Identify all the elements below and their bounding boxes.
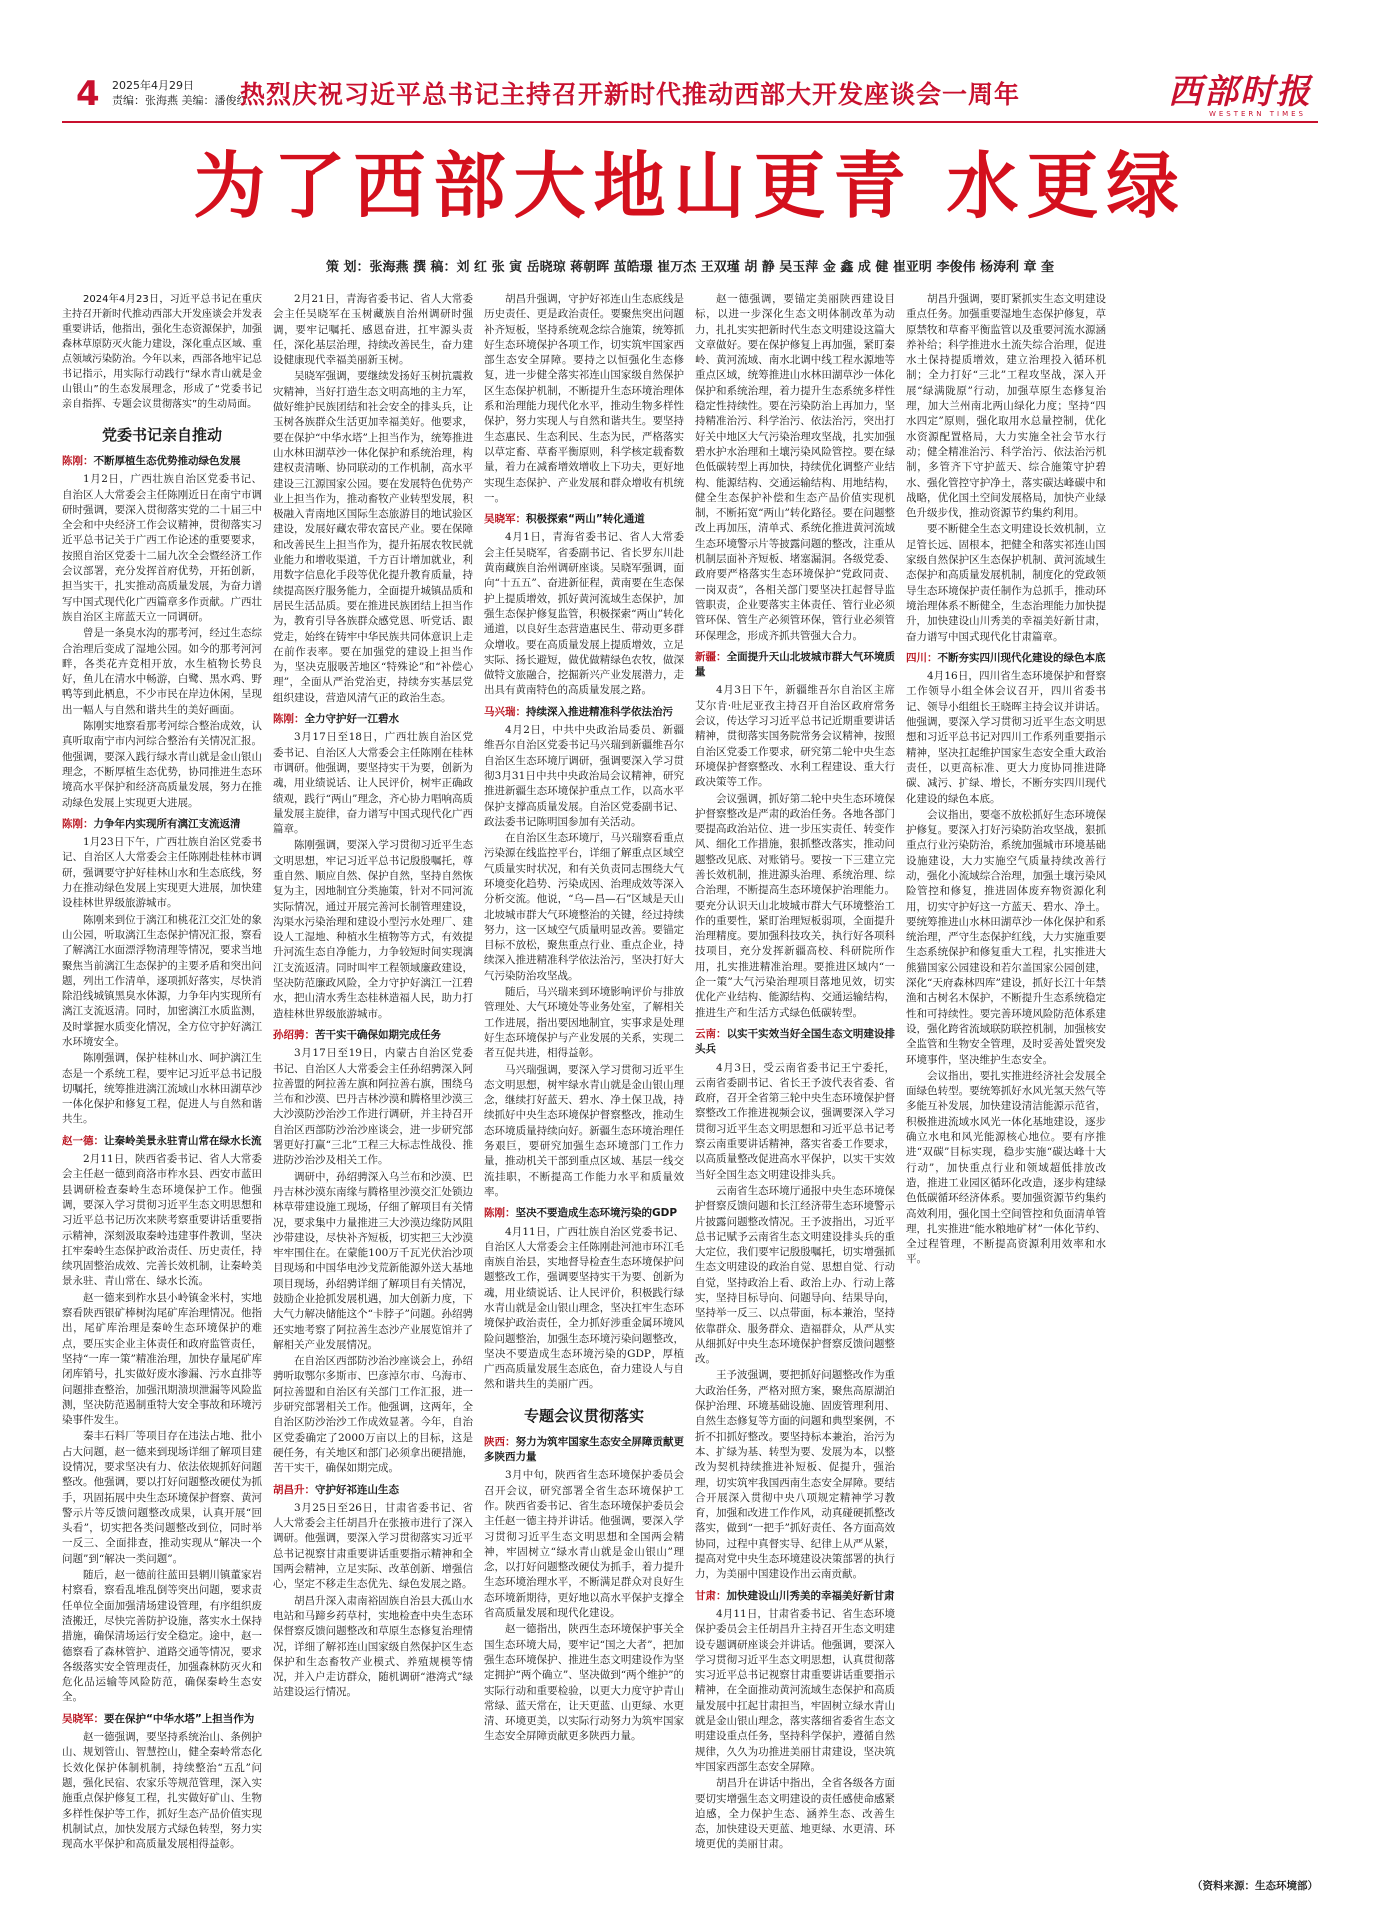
article-paragraph: 云南省生态环境厅通报中央生态环境保护督察反馈问题和长江经济带生态环境警示片披露问题整改情况。王予波指出，习近平总书记赋予云南省生态文明建设排头兵的重大定位，我们要牢记殷殷嘱托，切实增强抓生态文明建设的政治自觉、思想自觉、行动自觉，坚持政治上看、政治上办、行动上落实，坚持目标导向、问题导向、结果导向，坚持举一反三、以点带面，标本兼治，坚持依靠群众、服务群众、造福群众，从严从实从细抓好中央生态环境保护督察反馈问题整改。 (695, 1184, 895, 1366)
subhead-person: 云南： (695, 1027, 727, 1040)
article-paragraph: 要不断健全生态文明建设长效机制，立足管长远、固根本，把健全和落实祁连山国家级自然保护区生态保护机制、黄河流域生态保护和高质量发展机制，制度化的党政领导生态环境保护责任制作为总抓手，推动环境治理体系不断健全，生态治理能力加快提升，加快建设山川秀美的幸福美好新甘肃，奋力谱写中国式现代化甘肃篇章。 (906, 523, 1106, 643)
source-note: （资料来源：生态环境部） (1192, 1880, 1318, 1892)
issue-meta (112, 78, 248, 108)
article-subhead (906, 651, 1106, 666)
subhead-person: 陈刚： (484, 1207, 516, 1220)
intro-paragraph: 2024年4月23日，习近平总书记在重庆主持召开新时代推动西部大开发座谈会并发表重要讲话，他指出，强化生态资源保护，加强森林草原防灭火能力建设，深化重点区域、重点领域污染防治。今年以来，西部各地牢记总书记指示，用实际行动践行“绿水青山就是金山银山”的生态发展理念，形成了“党委书记亲自指挥、专题会议贯彻落实”的生动局面。 (62, 294, 262, 410)
subhead-title: 加快建设山川秀美的幸福美好新甘肃 (726, 1589, 895, 1602)
article-paragraph: 秦丰石料厂等项目存在违法占地、批小占大问题，赵一德来到现场详细了解项目建设情况，要求坚决有力、依法依规抓好问题整改。他强调，要以打好问题整改硬仗为抓手，巩固拓展中央生态环境保护督察、黄河警示片等反馈问题整改成果，认真开展“回头看”，切实把各类问题整改到位，同时举一反三、全面排查，推动实现从“解决一个问题”到“解决一类问题”。 (62, 1430, 262, 1565)
main-headline: 为了西部大地山更青 水更绿 (193, 144, 1187, 228)
article-subhead (62, 1712, 262, 1727)
article-subhead (273, 712, 473, 727)
text-column-3 (484, 292, 684, 1902)
subhead-person: 孙绍骋： (273, 1028, 315, 1041)
header-rule (62, 121, 1318, 123)
article-paragraph: 4月1日，青海省委书记、省人大常委会主任吴晓军，省委副书记、省长罗东川赴黄南藏族自治州调研座谈。吴晓军强调，面向“十五五”、奋进新征程，黄南要在生态保护上提质增效，抓好黄河流域生态保护，加强生态保护修复监管，积极探索“两山”转化通道，以良好生态营造惠民生、带动更多群众增收。要在高质量发展上提质增效，立足实际、扬长避短，做优做精绿色农牧，做深做特文旅融合，挖掘新兴产业发展潜力，走出具有黄南特色的高质量发展之路。 (484, 531, 684, 697)
issue-date: 2025年4月29日 (112, 79, 194, 92)
article-paragraph: 4月3日下午，新疆维吾尔自治区主席艾尔肯·吐尼亚孜主持召开自治区政府常务会议，传达学习习近平总书记近期重要讲话精神，贯彻落实国务院常务会议精神，按照自治区党委工作要求，研究第二轮中央生态环境保护督察整改、水利工程建设、重大行政决策等工作。 (695, 684, 895, 789)
article-paragraph: 陈刚实地察看那考河综合整治成效，认真听取南宁市内河综合整治有关情况汇报。他强调，要深入践行绿水青山就是金山银山理念，不断厚植生态优势，协同推进生态环境高水平保护和经济高质量发展，努力在推动绿色发展上实现更大进展。 (62, 720, 262, 809)
article-paragraph: 4月16日，四川省生态环境保护和督察工作领导小组全体会议召开，四川省委书记、领导小组组长王晓晖主持会议并讲话。他强调，要深入学习贯彻习近平生态文明思想和习近平总书记对四川工作系列重要指示精神，坚决扛起维护国家生态安全重大政治责任，以更高标准、更大力度协同推进降碳、减污、扩绿、增长，不断夯实四川现代化建设的绿色本底。 (906, 670, 1106, 805)
text-column-4 (695, 292, 895, 1902)
subhead-title: 苦干实干确保如期完成任务 (315, 1028, 441, 1041)
text-column-1 (62, 292, 262, 1902)
subhead-person: 陈刚： (273, 713, 305, 726)
subhead-person: 吴晓军： (62, 1712, 104, 1725)
subhead-title: 全面提升天山北坡城市群大气环境质量 (695, 650, 895, 679)
subhead-title: 力争年内实现所有漓江支流返清 (93, 817, 241, 830)
article-paragraph: 2月11日，陕西省委书记、省人大常委会主任赵一德到商洛市柞水县、西安市蓝田县调研检查秦岭生态环境保护工作。他强调，要深入学习贯彻习近平生态文明思想和习近平总书记历次来陕考察重要讲话重要指示精神，深刻汲取秦岭违建事件教训，坚决扛牢秦岭生态保护政治责任、历史责任，持续巩固整治成效、完善长效机制，让秦岭美景永驻、青山常在、绿水长流。 (62, 1153, 262, 1288)
article-paragraph: 胡昌升在讲话中指出，全省各级各方面要切实增强生态文明建设的责任感使命感紧迫感，全力保护生态、涵养生态、改善生态，加快建设天更蓝、地更绿、水更清、环境更优的美丽甘肃。 (695, 1777, 895, 1851)
article-paragraph: 胡昌升强调，要盯紧抓实生态文明建设重点任务。加强重要湿地生态保护修复，草原禁牧和草畜平衡监管以及重要河流水源涵养补给；科学推进水土流失综合治理，促进水土保持提质增效，建立治理投入循环机制；全力打好“三北”工程攻坚战，深入开展“绿满陇原”行动，加强草原生态修复治理，加大兰州南北两山绿化力度；坚持“四水四定”原则，强化取用水总量控制，优化水资源配置格局，大力实施全社会节水行动；健全精准治污、科学治污、依法治污机制，多管齐下守护蓝天、综合施策守护碧水、强化管控守护净土，落实碳达峰碳中和战略，优化国土空间发展格局，加快产业绿色升级步伐，推动资源节约集约利用。 (906, 293, 1106, 520)
page-number: 4 (76, 74, 100, 114)
article-subhead (695, 650, 895, 681)
text-column-6 (1117, 292, 1317, 1902)
text-column-2 (273, 292, 473, 1902)
article-paragraph: 4月11日，广西壮族自治区党委书记、自治区人大常委会主任陈刚赴河池市环江毛南族自治县，实地督导检查生态环境保护问题整改工作，强调要坚持实干为要、创新为魂，用业绩说话、让人民评价，积极践行绿水青山就是金山银山理念，坚决扛牢生态环境保护政治责任，全力抓好涉重金属环境风险问题整治，加强生态环境污染问题整改，坚决不要造成生态环境污染的GDP，厚植广西高质量发展生态底色，奋力建设人与自然和谐共生的美丽广西。 (484, 1225, 684, 1391)
article-paragraph: 赵一德指出，陕西生态环境保护事关全国生态环境大局，要牢记“国之大者”，把加强生态环境保护、推进生态文明建设作为坚定拥护“两个确立”、坚决做到“两个维护”的实际行动和重要检验，以更大力度守护青山常绿、蓝天常在，让天更蓝、山更绿、水更清、环境更美，以实际行动努力为筑牢国家生态安全屏障贡献更多陕西力量。 (484, 1623, 684, 1743)
article-subhead (62, 1134, 262, 1149)
article-subhead (62, 454, 262, 469)
article-paragraph: 在自治区生态环境厅，马兴瑞察看重点污染源在线监控平台，详细了解重点区域空气质量实时状况，和有关负责同志围绕大气环境变化趋势、污染成因、治理成效等深入分析交流。他说，“乌—昌—石”区域是天山北坡城市群大气环境整治的关键，经过持续努力，这一区域空气质量明显改善。要锚定目标不放松，聚焦重点行业、重点企业，持续深入推进精准科学依法治污，坚决打好大气污染防治攻坚战。 (484, 832, 684, 982)
section-head: 党委书记亲自推动 (101, 426, 222, 444)
article-paragraph: 3月25日至26日，甘肃省委书记、省人大常委会主任胡昌升在张掖市进行了深入调研。他强调，要深入学习贯彻落实习近平总书记视察甘肃重要讲话重要指示精神和全国两会精神，立足实际、改革创新、增强信心，坚定不移走生态优先、绿色发展之路。 (273, 1501, 473, 1591)
article-paragraph: 赵一德强调，要锚定美丽陕西建设目标，以进一步深化生态文明体制改革为动力，扎扎实实把新时代生态文明建设这篇大文章做好。要在保护修复上再加强，紧盯秦岭、黄河流域、南水北调中线工程水源地等重点区域，统筹推进山水林田湖草沙一体化保护和系统治理，着力提升生态系统多样性稳定性持续性。要在污染防治上再加力，坚持精准治污、科学治污、依法治污，突出打好关中地区大气污染治理攻坚战，扎实加强碧水护水治理和土壤污染风险管控。要在绿色低碳转型上再加快，持续优化调整产业结构、能源结构、交通运输结构、用地结构，健全生态保护补偿和生态产品价值实现机制，不断拓宽“两山”转化路径。要在问题整改上再加压，清单式、系统化推进黄河流域生态环境警示片等披露问题的整改，注重从机制层面补齐短板、堵塞漏洞。各级党委、政府要严格落实生态环境保护“党政同责、一岗双责”，各相关部门要坚决扛起督导监管职责，企业要落实主体责任、管行业必须管环保、管生产必须管环保，管行业必须管环保理念，形成齐抓共管强大合力。 (695, 293, 895, 642)
subhead-title: 不断夯实四川现代化建设的绿色本底 (937, 651, 1106, 664)
article-paragraph: 调研中，孙绍骋深入乌兰布和沙漠、巴丹吉林沙漠东南缘与腾格里沙漠交汇处锁边林草带建设施工现场，仔细了解项目有关情况，要求集中力量推进三大沙漠边缘防风阻沙带建设，尽快补齐短板，切实把三大沙漠牢牢围住在。在蒙能100万千瓦光伏治沙项目现场和中国华电沙戈荒新能源外送大基地项目现场，孙绍骋详细了解项目有关情况，鼓励企业抢抓发展机遇，加大创新力度，下大气力解决储能这个“卡脖子”问题。孙绍骋还实地考察了阿拉善生态沙产业展览馆并了解相关产业发展情况。 (273, 1170, 473, 1351)
text-column-5 (906, 292, 1106, 1902)
article-paragraph: 胡昌升深入肃南裕固族自治县大孤山水电站和马蹄乡药草村，实地检查中央生态环保督察反馈问题整改和草原生态修复治理情况，详细了解祁连山国家级自然保护区生态保护和生态畜牧产业模式、养殖规模等情况，并入户走访群众，随机调研“港湾式”绿站建设运行情况。 (273, 1594, 473, 1699)
article-subhead (695, 1589, 895, 1604)
subhead-person: 吴晓军： (484, 513, 526, 526)
subhead-person: 四川： (906, 651, 938, 664)
article-paragraph: 陈刚强调，要深入学习贯彻习近平生态文明思想，牢记习近平总书记殷殷嘱托，尊重自然、顺应自然、保护自然，坚持自然恢复为主，因地制宜分类施策，针对不同河流实际情况，通过开展完善河长制管理建设，沟渠水污染治理和建设小型污水处理厂、建设人工湿地、种植水生植物等方式，有效提升河流生态自净能力，力争较短时间实现漓江支流返清。同时叫牢工程领域廉政建设，坚决防范廉政风险，全力守护好漓江一江碧水，把山清水秀生态桂林造福人民，助力打造桂林世界级旅游城市。 (273, 839, 473, 1020)
article-paragraph: 4月11日，甘肃省委书记、省生态环境保护委员会主任胡昌升主持召开生态文明建设专题调研座谈会并讲话。他强调，要深入学习贯彻习近平生态文明思想，认真贯彻落实习近平总书记视察甘肃重要讲话重要指示精神，在全面推动黄河流域生态保护和高质量发展中扛起甘肃担当，牢固树立绿水青山就是金山银山理念，落实落细省委省生态文明建设重点任务，坚持科学保护，遵循自然规律，久久为功推进美丽甘肃建设，坚决筑牢国家西部生态安全屏障。 (695, 1607, 895, 1773)
subhead-person: 陈刚： (62, 817, 94, 830)
article-subhead (484, 1435, 684, 1466)
subhead-title: 坚决不要造成生态环境污染的GDP (515, 1207, 678, 1220)
article-subhead (484, 705, 684, 720)
article-paragraph: 陈刚强调，保护桂林山水、呵护漓江生态是一个系统工程，要牢记习近平总书记殷切嘱托，统筹推进漓江流域山水林田湖草沙一体化保护和修复工程，促进人与自然和谐共生。 (62, 1052, 262, 1126)
subhead-title: 全力守护好一江碧水 (304, 713, 399, 726)
subhead-title: 让秦岭美景永驻青山常在绿水长流 (104, 1134, 262, 1147)
article-subhead (695, 1027, 895, 1058)
article-paragraph: 1月23日下午，广西壮族自治区党委书记、自治区人大常委会主任陈刚赴桂林市调研，强调要守护好桂林山水和生态底线，努力在推动绿色发展上实现更大进展，加快建设桂林世界级旅游城市。 (62, 836, 262, 910)
theme-title: 热烈庆祝习近平总书记主持召开新时代推动西部大开发座谈会一周年 (240, 80, 1021, 109)
article-paragraph: 会议指出，要毫不放松抓好生态环境保护修复。要深入打好污染防治攻坚战，狠抓重点行业污染防治，系统加强城市环境基础设施建设，大力实施空气质量持续改善行动，强化小流域综合治理，加强土壤污染风险管控和修复，推进固体废弃物资源化利用，切实守护好这一方蓝天、碧水、净土。要统筹推进山水林田湖草沙一体化保护和系统治理，严守生态保护红线，大力实施重要生态系统保护和修复重大工程，扎实推进大熊猫国家公园建设和若尔盖国家公园创建，深化“天府森林四库”建设，抓好长江十年禁渔和古树名木保护，不断提升生态系统稳定性和可持续性。要完善环境风险防范体系建设，强化跨省流域联防联控机制，加强核安全监管和生物安全管理，及时妥善处置突发环境事件，坚决维护生态安全。 (906, 808, 1106, 1066)
article-paragraph: 随后，马兴瑞来到环境影响评价与排放管理处、大气环境处等业务处室，了解相关工作进展，指出要因地制宜，实事求是处理好生态环境保护与产业发展的关系，实现二者互促共进，相得益彰。 (484, 986, 684, 1060)
subhead-person: 甘肃： (695, 1589, 727, 1602)
article-paragraph: 3月17日至18日，广西壮族自治区党委书记、自治区人大常委会主任陈刚在桂林市调研。他强调，要坚持实干为要，创新为魂，用业绩说话、让人民评价，树牢正确政绩观，践行“两山”理念，齐心协力唱响高质量发展主旋律，奋力谱写中国式现代化广西篇章。 (273, 731, 473, 836)
subhead-title: 努力为筑牢国家生态安全屏障贡献更多陕西力量 (484, 1435, 684, 1464)
newspaper-logo: 西部时报 (1168, 72, 1312, 112)
subhead-person: 新疆： (695, 650, 727, 663)
article-paragraph: 在自治区西部防沙治沙座谈会上，孙绍骋听取鄂尔多斯市、巴彦淖尔市、乌海市、阿拉善盟和自治区有关部门工作汇报，进一步研究部署相关工作。他强调，这两年，全自治区防沙治沙工作成效显著。今年，自治区党委确定了2000万亩以上的目标，这是硬任务，有关地区和部门必须拿出硬措施，苦干实干，确保如期完成。 (273, 1355, 473, 1475)
article-paragraph: 曾是一条臭水沟的那考河，经过生态综合治理后变成了湿地公园。如今的那考河河畔，各类花卉竞相开放，水生植物长势良好，鱼儿在清水中畅游，白鹭、黑水鸡、野鸭等到此栖息，不少市民在岸边休闲，呈现出一幅人与自然和谐共生的美好画面。 (62, 627, 262, 716)
article-paragraph: 会议指出，要扎实推进经济社会发展全面绿色转型。要统筹抓好水风光氢天然气等多能互补发展，加快建设清洁能源示范省，积极推进流域水风光一体化基地建设，逐步确立水电和风光能源核心地位。要有序推进“双碳”目标实现，稳步实施“碳达峰十大行动”，加快重点行业和领域超低排放改造，推进工业园区循环化改造，逐步构建绿色低碳循环经济体系。要加强资源节约集约高效利用，强化国土空间管控和负面清单管理，扎实推进“能水粮地矿材”一体化节约、全过程管理，不断提高资源利用效率和水平。 (906, 1069, 1106, 1266)
article-subhead (484, 1206, 684, 1221)
article-paragraph: 王予波强调，要把抓好问题整改作为重大政治任务，严格对照方案，聚焦高原湖泊保护治理、环境基础设施、固废管理利用、自然生态修复等方面的问题和典型案例，不折不扣抓好整改。要坚持标本兼治，治污为本、扩绿为基、转型为要、发展为本，以整改为契机持续推进补短板、促提升，强治理，切实筑牢我国西南生态安全屏障。要结合开展深入贯彻中央八项规定精神学习教育，加强和改进工作作风，动真碰硬抓整改落实，做到“一把手”抓好责任、各方面高效协同，过程中真督实导、纪律上从严从紧，提高对党中央生态环境建设决策部署的执行力，为美丽中国建设作出云南贡献。 (695, 1369, 895, 1581)
article-paragraph: 2月21日，青海省委书记、省人大常委会主任吴晓军在玉树藏族自治州调研时强调，要牢记嘱托、感恩奋进，扛牢源头责任，深化基层治理，持续改善民生，奋力建设健康现代幸福美丽新玉树。 (273, 293, 473, 367)
article-paragraph: 陈刚来到位于漓江和桃花江交汇处的象山公园，听取漓江生态保护情况汇报，察看了解漓江水面漂浮物清理等情况，要求当地聚焦当前漓江生态保护的主要矛盾和突出问题，列出工作清单，逐项抓好落实，尽快消除沿线城镇黑臭水体源，力争年内实现所有漓江支流返清。同时，加密漓江水质监测，及时掌握水质变化情况，全方位守护好漓江水环境安全。 (62, 913, 262, 1048)
article-subhead (273, 1483, 473, 1498)
subhead-title: 要在保护“中华水塔”上担当作为 (104, 1712, 255, 1725)
subhead-title: 积极探索“两山”转化通道 (526, 513, 645, 526)
article-paragraph: 4月2日，中共中央政治局委员、新疆维吾尔自治区党委书记马兴瑞到新疆维吾尔自治区生态环境厅调研，强调要深入学习贯彻3月31日中共中央政治局会议精神，研究推进新疆生态环境保护重点工作，以高水平保护支撑高质量发展。自治区党委副书记、政法委书记陈明国参加有关活动。 (484, 724, 684, 828)
article-subhead (484, 512, 684, 527)
article-paragraph: 3月中旬，陕西省生态环境保护委员会召开会议，研究部署全省生态环境保护工作。陕西省委书记、省生态环境保护委员会主任赵一德主持并讲话。他强调，要深入学习贯彻习近平生态文明思想和全国两会精神，牢固树立“绿水青山就是金山银山”理念，以打好问题整改硬仗为抓手，着力提升生态环境治理水平，不断满足群众对良好生态环境新期待，更好地以高水平保护支撑全省高质量发展和现代化建设。 (484, 1469, 684, 1620)
editors-line: 责编：张海燕 美编：潘俊红 (112, 94, 248, 107)
subhead-person: 陈刚： (62, 455, 94, 467)
subhead-person: 陕西： (484, 1435, 516, 1448)
subhead-person: 赵一德： (62, 1134, 104, 1147)
article-paragraph: 胡昌升强调，守护好祁连山生态底线是历史责任、更是政治责任。要聚焦突出问题补齐短板，坚持系统观念综合施策，统筹抓好生态环境保护各项工作，切实筑牢国家西部生态安全屏障。要持之以恒强化生态修复，进一步健全落实祁连山国家级自然保护区生态保护机制，不断提升生态环境治理体系和治理能力现代化水平，推动生物多样性保护，努力实现人与自然和谐共生。要坚持生态惠民、生态利民、生态为民，严格落实以草定畜、草畜平衡原则，科学核定载畜数量，着力在减畜增效增收上下功夫，更好地实现生态保护、产业发展和群众增收有机统一。 (484, 293, 684, 504)
article-subhead (62, 817, 262, 832)
article-paragraph: 随后，赵一德前往蓝田县辋川镇董家岩村察看，察看乱堆乱倒等突出问题，要求责任单位全面加强清场建设管理，有序组织废渣搬迁，尽快完善防护设施，落实水土保持措施，确保清场运行安全稳定。途中，赵一德察看了森林管护、道路交通等情况，要求各级落实安全管理责任，加强森林防灭火和危化品运输等风险防范，确保秦岭生态安全。 (62, 1569, 262, 1704)
newspaper-logo-sub: WESTERN TIMES (1208, 110, 1306, 118)
article-paragraph: 3月17日至19日，内蒙古自治区党委书记、自治区人大常委会主任孙绍骋深入阿拉善盟的阿拉善左旗和阿拉善右旗，围绕乌兰布和沙漠、巴丹吉林沙漠和腾格里沙漠三大沙漠防沙治沙工作进行调研，并主持召开自治区西部防沙治沙座谈会，进一步研究部署更好打赢“三北”工程三大标志性战役、推进防沙治沙及相关工作。 (273, 1047, 473, 1167)
article-paragraph: 4月3日，受云南省委书记王宁委托，云南省委副书记、省长王予波代表省委、省政府，召开全省第三轮中央生态环境保护督察整改工作推进视频会议，强调要深入学习贯彻习近平生态文明思想和习近平总书记考察云南重要讲话精神，落实省委工作要求，以高质量整改促进高水平保护，以实干实效当好全国生态文明建设排头兵。 (695, 1061, 895, 1181)
credits-line: 策 划：张海燕 撰 稿：刘 红 张 寅 岳晓琼 蒋朝晖 茧皓璟 崔万杰 王双瑾 胡 静 吴玉萍 金 鑫 成 健 崔亚明 李俊伟 杨涛利 章 奎 (325, 260, 1055, 275)
article-paragraph: 马兴瑞强调，要深入学习贯彻习近平生态文明思想，树牢绿水青山就是金山银山理念，继续打好蓝天、碧水、净土保卫战，持续抓好中央生态环境保护督察整改，推动生态环境质量持续向好。新疆生态环境治理任务艰巨，要研究加强生态环境部门工作力量，推动机关干部到重点区域、基层一线交流挂职，不断提高工作能力水平和质量效率。 (484, 1063, 684, 1198)
article-paragraph: 赵一德来到柞水县小岭镇金米村，实地察看陕西银矿棒树沟尾矿库治理情况。他指出，尾矿库治理是秦岭生态环境保护的难点，要压实企业主体责任和政府监管责任，坚持“一库一策”精准治理，加快存量尾矿库闭库销号，扎实做好废水渗漏、污水直排等问题排查整治，加强汛期溃坝泄漏等风险监测，坚决防范遏制重特大安全事故和环境污染事件发生。 (62, 1291, 262, 1427)
article-paragraph: 赵一德强调，要坚持系统治山、条例护山、规划管山、智慧控山，健全秦岭常态化长效化保护体制机制，持续整治“五乱”问题，强化民宿、农家乐等规范管理，深入实施重点保护修复工程，扎实做好矿山、生物多样性保护等工作，抓好生态产品价值实现机制试点，加快发展方式绿色转型，努力实现高水平保护和高质量发展相得益彰。 (62, 1731, 262, 1851)
article-paragraph: 会议强调，抓好第二轮中央生态环境保护督察整改是严肃的政治任务。各地各部门要提高政治站位、进一步压实责任、转变作风、细化工作措施，狠抓整改落实，推动问题整改见底、对账销号。要按一下三建立完善长效机制，推进源头治理、系统治理、综合治理，不断提高生态环境保护治理能力。要充分认识天山北坡城市群大气环境整治工作的重要性，紧盯治理短板弱项，全面提升治理精度。要加强科技攻关，执行好各项科技项目，充分发挥新疆高校、科研院所作用，扎实推进精准治理。要推进区域内“一企一策”大气污染治理项目落地见效，切实优化产业结构、能源结构、交通运输结构，推进生产和生活方式绿色低碳转型。 (695, 792, 895, 1019)
subhead-title: 不断厚植生态优势推动绿色发展 (93, 455, 241, 467)
section-head: 专题会议贯彻落实 (523, 1406, 644, 1425)
article-paragraph: 吴晓军强调，要继续发扬好玉树抗震救灾精神，当好打造生态文明高地的主力军，做好维护民族团结和社会安全的排头兵，让玉树各族群众生活更加幸福美好。他要求，要在保护“中华水塔”上担当作为，统筹推进山水林田湖草沙一体化保护和系统治理，构建权责清晰、协同联动的工作机制，高水平建设三江源国家公园。要在发展特色优势产业上担当作为，推动畜牧产业转型发展，积极融入青南地区国际生态旅游目的地试验区建设，发展好藏农带农富民产业。要在保障和改善民生上担当作为，提升拓展农牧民就业能力和增收渠道，千方百计增加就业，利用数字信息化手段等优化提升教育质量，持续提高医疗服务能力，全面提升城镇品质和居民生活品质。要在推进民族团结上担当作为，教育引导各族群众感党恩、听党话、跟党走，始终在铸牢中华民族共同体意识上走在前作表率。要在加强党的建设上担当作为，坚决克服吸苦地区“特殊论”和“补偿心理”，全面从严治党治吏，持续夯实基层党组织建设，营造风清气正的政治生态。 (273, 370, 473, 704)
article-paragraph: 1月2日，广西壮族自治区党委书记、自治区人大常委会主任陈刚近日在南宁市调研时强调，要深入贯彻落实党的二十届三中全会和中央经济工作会议精神，贯彻落实习近平总书记关于广西工作论述的重要要求，按照自治区党委十二届九次全会暨经济工作会议部署，充分发挥首府优势，开拓创新，担当实干，扎实推动高质量发展，为奋力谱写中国式现代化广西篇章多作贡献。广西壮族自治区主席蓝天立一同调研。 (62, 473, 262, 623)
subhead-title: 以实干实效当好全国生态文明建设排头兵 (695, 1027, 895, 1056)
article-subhead (273, 1028, 473, 1043)
subhead-title: 守护好祁连山生态 (315, 1483, 399, 1496)
masthead (62, 74, 1318, 118)
subhead-person: 马兴瑞： (484, 705, 526, 718)
subhead-person: 胡昌升： (273, 1483, 315, 1496)
subhead-title: 持续深入推进精准科学依法治污 (526, 705, 673, 718)
